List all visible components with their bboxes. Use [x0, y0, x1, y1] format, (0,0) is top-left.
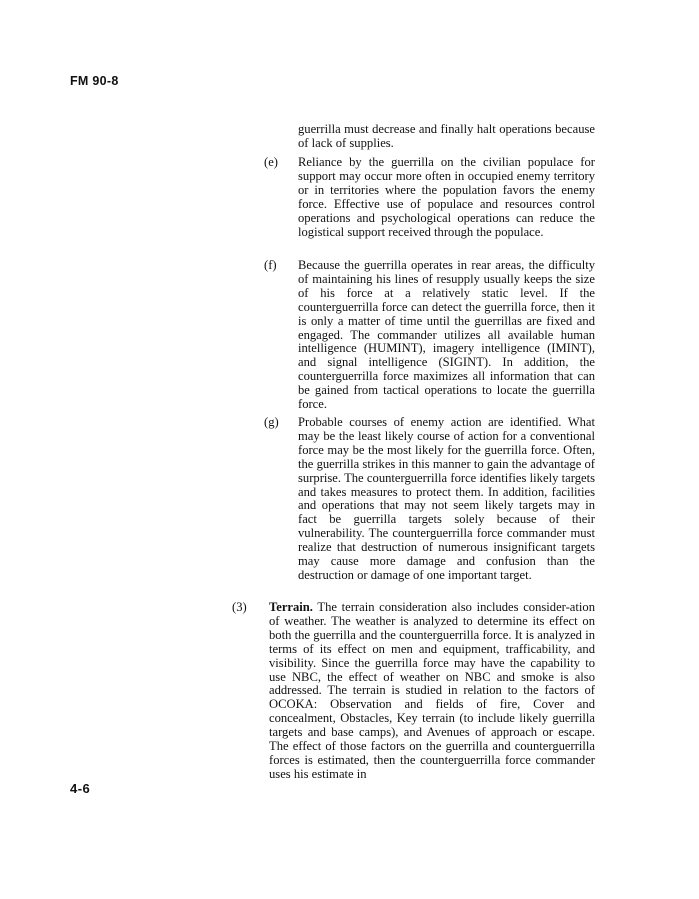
- document-id-header: FM 90-8: [70, 74, 119, 88]
- item-f-paragraph: [298, 259, 595, 412]
- section-3-text: The terrain consideration also includes consider-ation of weather. The weather is analyzed to determine its effect on both the guerrilla and the counterguerrilla force. It is analyzed in terms of its effect on men and equipment, trafficability, and visibility. Since the guerrilla force may have the capability to use NBC, the effect of weather on NBC and smoke is also addressed. The terrain is studied in relation to the factors of OCOKA: Observation and fields of fire, Cover and concealment, Obstacles, Key terrain (to include likely guerrilla targets and base camps), and Avenues of approach or escape. The effect of those factors on the guerrilla and counterguerrilla forces is estimated, then the counterguerrilla force commander uses his estimate in: [269, 600, 595, 781]
- item-g-text: Probable courses of enemy action are identified. What may be the least likely course of action for a conventional force may be the most likely for the guerrilla force. Often, the guerrilla strikes in this manner to gain the advantage of surprise. The counterguerrilla force identifies likely targets and takes measures to protect them. In addition, facilities and operations that may not seem likely targets may in fact be guerrilla targets solely because of their vulnerability. The counterguerrilla force commander must realize that destruction of numerous insignificant targets may cause more damage and confusion than the destruction or damage of one important target.: [298, 415, 595, 582]
- section-3-heading: Terrain.: [269, 600, 313, 614]
- item-e-text: Reliance by the guerrilla on the civilian populace for support may occur more often in occupied enemy territory or in territories where the population favors the enemy force. Effective use of populace and resources control operations and psychological operations can reduce the logistical support received through the populace.: [298, 155, 595, 239]
- item-f-label: (f): [264, 258, 277, 272]
- continuation-paragraph: [298, 123, 595, 151]
- item-g-label: (g): [264, 415, 279, 429]
- page-number-footer: 4-6: [70, 781, 91, 796]
- continuation-text: guerrilla must decrease and finally halt operations because of lack of supplies.: [298, 122, 595, 150]
- item-g-paragraph: [298, 416, 595, 583]
- section-3-paragraph: [269, 601, 595, 782]
- section-3-label: (3): [232, 600, 247, 614]
- item-e-paragraph: [298, 156, 595, 239]
- item-e-label: (e): [264, 155, 278, 169]
- item-f-text: Because the guerrilla operates in rear areas, the difficulty of maintaining his lines of resupply usually keeps the size of his force at a relatively static level. If the counterguerrilla force can detect the guerrilla force, then it is only a matter of time until the guerrillas are fixed and engaged. The commander utilizes all available human intelligence (HUMINT), imagery intelligence (IMINT), and signal intelligence (SIGINT). In addition, the counterguerrilla force maximizes all information that can be gained from tactical operations to locate the guerrilla force.: [298, 258, 595, 412]
